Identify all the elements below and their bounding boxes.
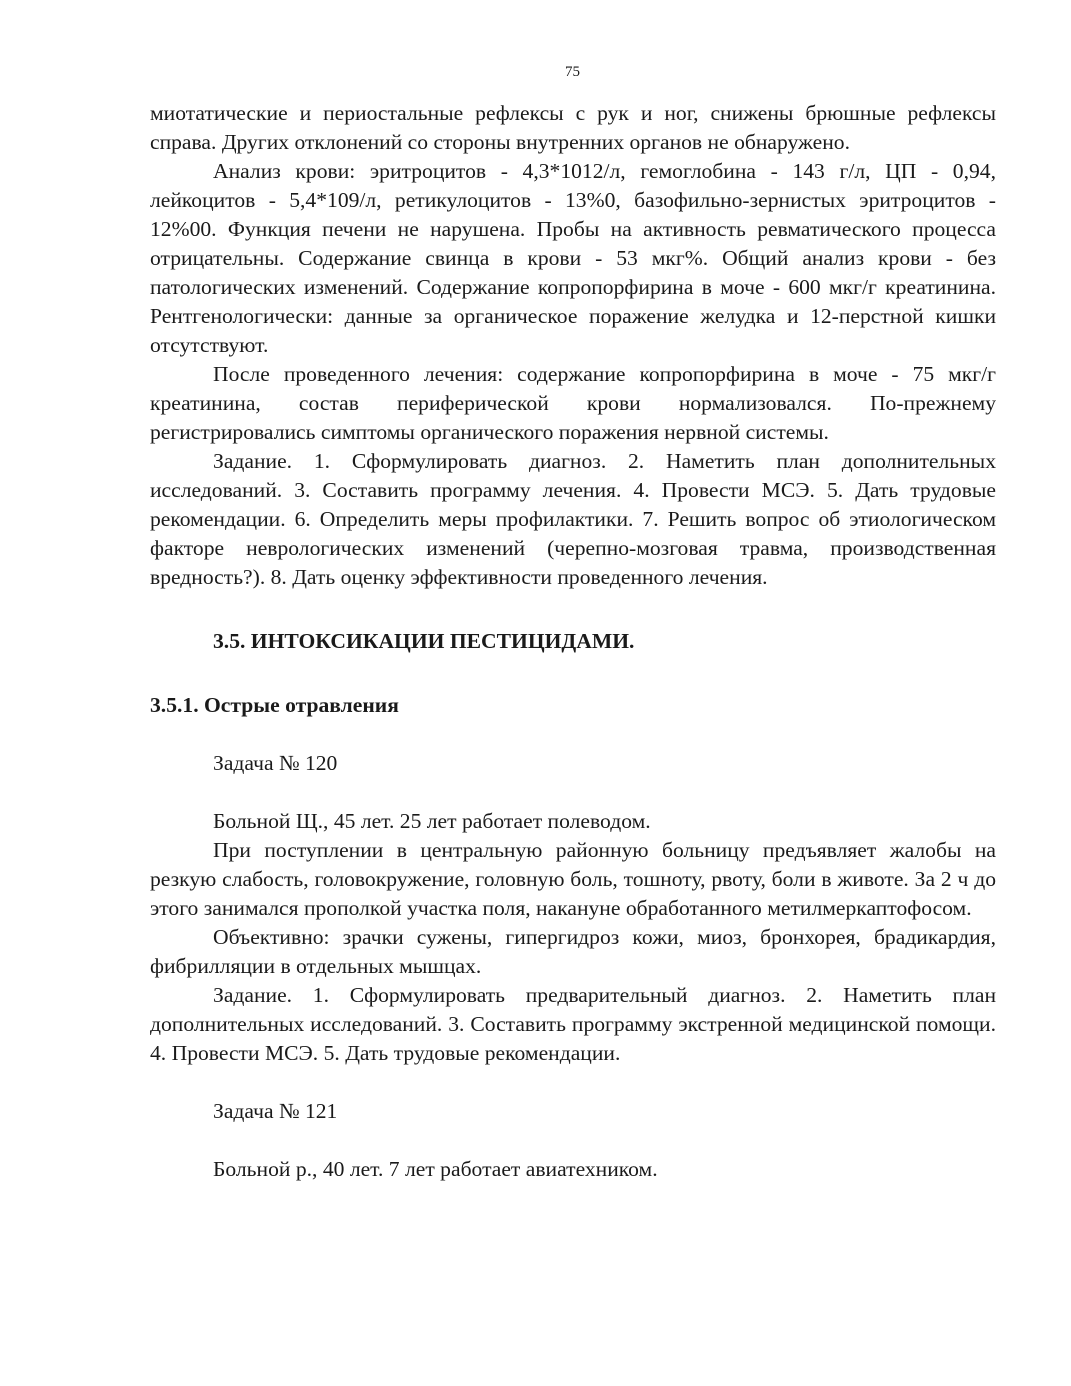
paragraph-assignment: Задание. 1. Сформулировать диагноз. 2. Наметить план дополнительных исследований. 3. Составить программу лечения. 4. Провести МСЭ. 5. Дать трудовые рекомендации. 6. Определить меры профилактики. 7. Решить вопрос об этиологическом факторе неврологических изменений (черепно-мозговая травма, производственная вредность?). 8. Дать оценку эффективности проведенного лечения. bbox=[150, 449, 996, 589]
paragraph-reflexes: миотатические и периостальные рефлексы с рук и ног, снижены брюшные рефлексы справа. Других отклонений со стороны внутренних органов не обнаружено. bbox=[150, 101, 996, 154]
page-number: 75 bbox=[565, 64, 580, 80]
task-120-objective: Объективно: зрачки сужены, гипергидроз кожи, миоз, бронхорея, брадикардия, фибрилляции в отдельных мышцах. bbox=[150, 925, 996, 978]
document-body bbox=[150, 99, 996, 1184]
paragraph-after-treatment: После проведенного лечения: содержание копропорфирина в моче - 75 мкг/г креатинина, состав периферической крови нормализовался. По-прежнему регистрировались симптомы органического поражения нервной системы. bbox=[150, 362, 996, 444]
task-120-complaints: При поступлении в центральную районную больницу предъявляет жалобы на резкую слабость, головокружение, головную боль, тошноту, рвоту, боли в животе. За 2 ч до этого занимался прополкой участка поля, накануне обработанного метилмеркаптофосом. bbox=[150, 838, 996, 920]
task-121-patient: Больной р., 40 лет. 7 лет работает авиатехником. bbox=[213, 1157, 658, 1181]
subsection-title: 3.5.1. Острые отравления bbox=[150, 693, 399, 717]
section-title: 3.5. ИНТОКСИКАЦИИ ПЕСТИЦИДАМИ. bbox=[213, 629, 635, 653]
task-120-title: Задача № 120 bbox=[213, 751, 338, 775]
task-120-assignment: Задание. 1. Сформулировать предварительный диагноз. 2. Наметить план дополнительных исследований. 3. Составить программу экстренной медицинской помощи. 4. Провести МСЭ. 5. Дать трудовые рекомендации. bbox=[150, 983, 996, 1065]
task-120-patient: Больной Щ., 45 лет. 25 лет работает полеводом. bbox=[213, 809, 651, 833]
paragraph-blood-analysis: Анализ крови: эритроцитов - 4,3*1012/л, гемоглобина - 143 г/л, ЦП - 0,94, лейкоцитов - 5,4*109/л, ретикулоцитов - 13%0, базофильно-зернистых эритроцитов - 12%00. Функция печени не нарушена. Пробы на активность ревматического процесса отрицательны. Содержание свинца в крови - 53 мкг%. Общий анализ крови - без патологических изменений. Содержание копропорфирина в моче - 600 мкг/г креатинина. Рентгенологически: данные за органическое поражение желудка и 12-перстной кишки отсутствуют. bbox=[150, 159, 996, 357]
task-121-title: Задача № 121 bbox=[213, 1099, 338, 1123]
